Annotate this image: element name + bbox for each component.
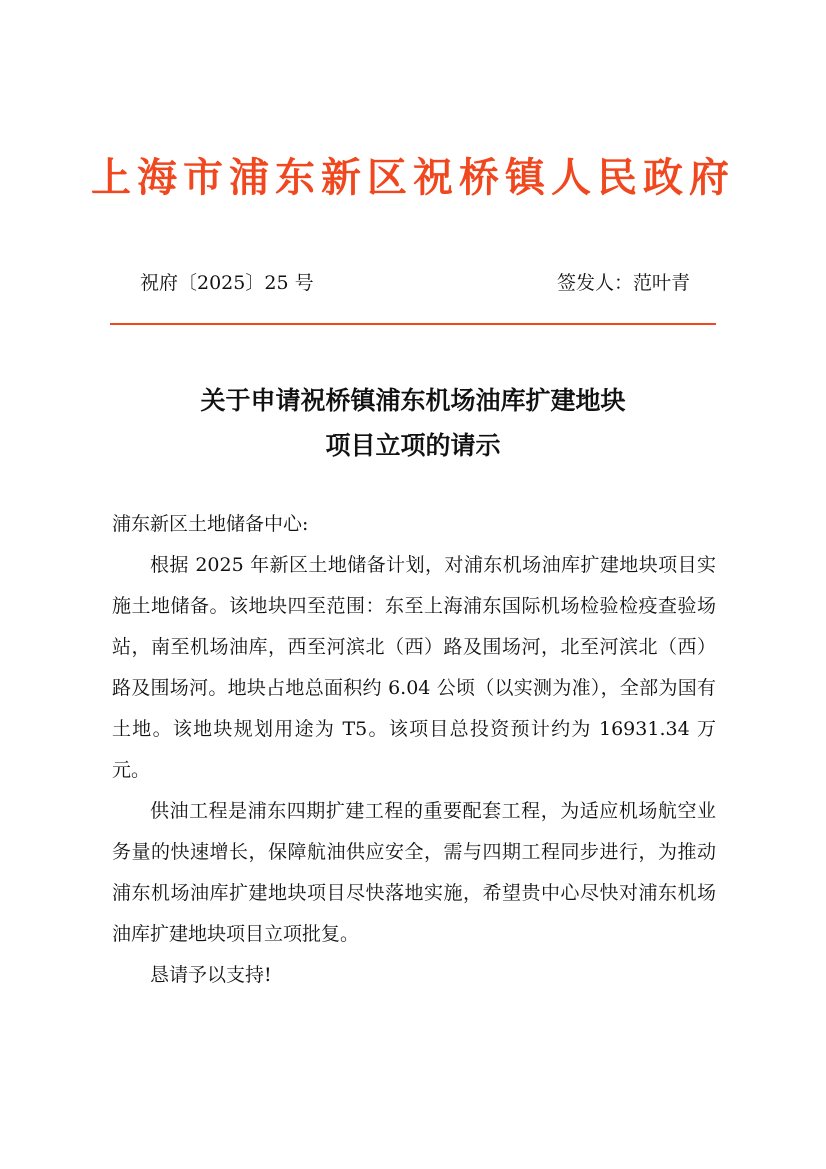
signer: 签发人：范叶青 <box>556 272 690 294</box>
issuer-masthead: 上海市浦东新区祝桥镇人民政府 <box>91 155 735 201</box>
red-divider-line <box>110 323 716 325</box>
body-paragraph-2: 供油工程是浦东四期扩建工程的重要配套工程，为适应机场航空业务量的快速增长，保障航油供应安全，需与四期工程同步进行，为推动浦东机场油库扩建地块项目尽快落地实施，希望贵中心尽快对浦东机场油库扩建地块项目立项批复。 <box>112 800 716 945</box>
document-body <box>112 504 716 996</box>
document-number: 祝府〔2025〕25 号 <box>140 272 314 294</box>
body-paragraph-closing: 恳请予以支持! <box>150 964 272 986</box>
body-paragraph-1: 根据 2025 年新区土地储备计划，对浦东机场油库扩建地块项目实施土地储备。该地块四至范围：东至上海浦东国际机场检验检疫查验场站，南至机场油库，西至河滨北（西）路及围场河，北至河滨北（西）路及围场河。地块占地总面积约 6.04 公顷（以实测为准），全部为国有土地。该地块规划用途为 T5。该项目总投资预计约为 16931.34 万元。 <box>112 554 716 781</box>
title-line-1: 关于申请祝桥镇浦东机场油库扩建地块 <box>200 386 626 415</box>
document-title <box>0 378 826 468</box>
salutation: 浦东新区土地储备中心: <box>112 513 309 535</box>
title-line-2: 项目立项的请示 <box>325 431 501 460</box>
